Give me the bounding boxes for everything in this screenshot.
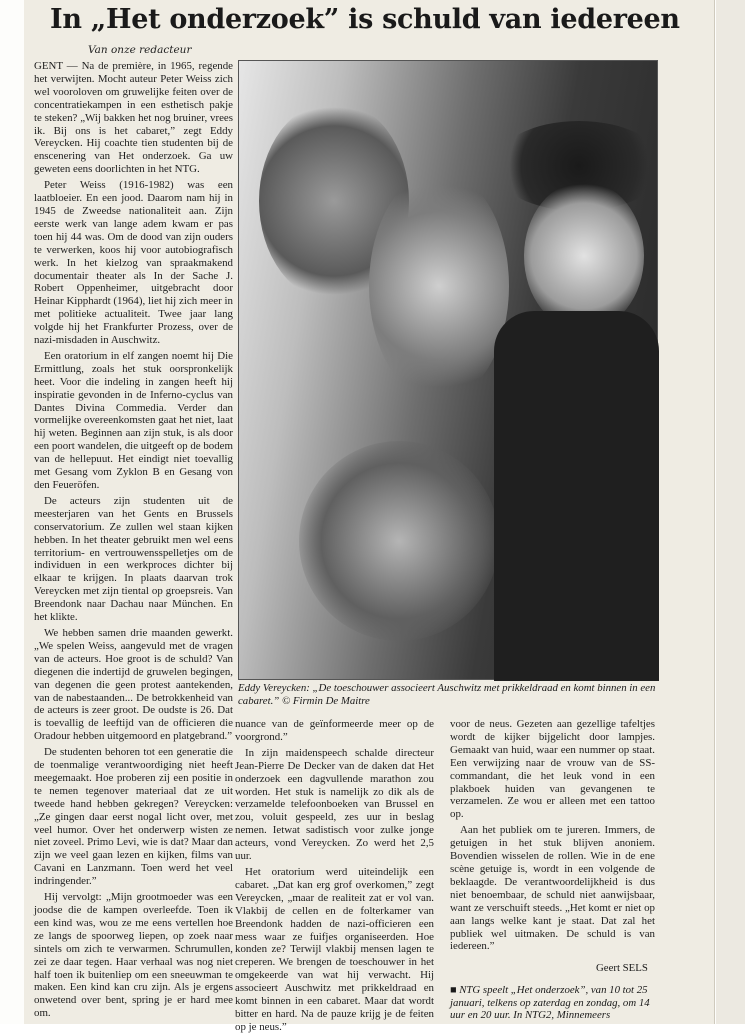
paragraph: Het oratorium werd uiteindelijk een cabaret. „Dat kan erg grof overkomen,” zegt Vereycken, „maar de realiteit zat er vol van. Vlakbij de cellen en de folterkamer van Breendonk hadden de nazi-officieren een mess waar ze fuifjes organiseerden. Hoe konden ze? Terwijl vlakbij mensen lagen te creperen. We brengen de toeschouwer in het omgekeerde van wat hij verwacht. Hij associeert Auschwitz met prikkeldraad en komt binnen in een cabaret. Maar dat wordt bitter en hard. Na de pauze krijg je de feiten op je neus.”: [235, 865, 434, 1033]
paragraph: voor de neus. Gezeten aan gezellige tafeltjes wordt de kijker bijgelicht door lampjes. Gemaakt van huid, waar een nummer op staat. Een verwijzing naar de vrouw van de SS-commandant, die het leuk vond in een plakboek huiden van gevangenen te verzamelen. Ze wou er alleen met een tattoo op.: [450, 718, 655, 821]
article-headline: In „Het onderzoek” is schuld van iedereen: [50, 4, 680, 35]
paragraph: Een oratorium in elf zangen noemt hij Die Ermittlung, zoals het stuk oorspronkelijk heet. Voor die indeling in zangen heeft hij inspiratie gevonden in de Inferno-cyclus van Dantes Divina Commedia. Verder dan vormelijke overeenkomsten gaat het niet, laat hij weten. Beginnen aan zijn stuk, is als door een poort wandelen, die uitgeeft op de bodem van de hellepuut. Het eindigt niet toevallig met Gesang vom Zyklon B en Gesang von den Feueröfen.: [34, 349, 233, 491]
photo-man-body: [494, 311, 659, 681]
text-column-2: [235, 718, 434, 1033]
paragraph: De acteurs zijn studenten uit de meesterjaren van het Gents en Brussels conservatorium. Ze zullen wel staan kijken hebben. In het theater gebruikt men wel eens territorium- en vertrouwensspelletjes om de individuen in een werkproces dichter bij elkaar te krijgen. In plaats daarvan trok Vereycken met zijn tiental op groepsreis. Van Breendonk naar Dachau naar München. En het klikte.: [34, 494, 233, 624]
paragraph: We hebben samen drie maanden gewerkt. „We spelen Weiss, aangevuld met de vragen van de acteurs. Hoe groot is de schuld? Van diegenen die indertijd de gruwelen begingen, van degenen die geen protest aantekenden, van de nabestaanden... De betrokkenheid van de acteurs is zeer groot. De oudste is 26. Dat is toevallig de leeftijd van de officieren die Oradour hebben uitgemoord en platgebrand.”: [34, 626, 233, 743]
performance-note: ■ NTG speelt „Het onderzoek”, van 10 tot 25 januari, telkens op zaterdag en zondag, om 14 uur en 20 uur. In NTG2, Minnemeers: [450, 984, 650, 1021]
paragraph: Hij vervolgt: „Mijn grootmoeder was een joodse die de kampen overleefde. Toen ik een kind was, wou ze me eens vertellen hoe ze langs de spoorweg liepen, op zoek naar sintels om zich te verwarmen. Schrumullen, zei ze daar tegen. Haar verhaal was nog niet half toen ik buitenliep om een sneeuwman te maken. Een kind kan cru zijn. Als je ergens onwetend over bent, spring je er hard mee om.: [34, 891, 233, 1020]
photo-face-lower: [299, 441, 499, 641]
paragraph: Peter Weiss (1916-1982) was een laatbloeier. En een jood. Daarom nam hij in 1945 de Zweedse nationaliteit aan. Zijn eerste werk van lange adem kwam er pas toen hij 44 was. Om de dood van zijn ouders te verwerken, koos hij voor autobiografisch werk. In het kielzog van spraakmakend documentair theater als In der Sache J. Robert Oppenheimer, uitgebracht door Heinar Kipphardt (1964), liet hij zich meer in met politieke actualiteit. Twee jaar lang volgde hij het Frankfurter Prozess, over de nazi-misdaden in Auschwitz.: [34, 179, 233, 347]
article-photo: [238, 60, 658, 680]
paragraph: De studenten behoren tot een generatie die de toenmalige verantwoordiging niet heeft meegemaakt. Hoe proberen zij een positie in te nemen tegenover materiaal dat ze uit tweede hand hebben gekregen? Vereycken: „Ze gingen daar eerst nogal licht over, met veel humor. Over het onderwerp wisten ze niet zoveel. Primo Levi, wie is dat? Maar dan zijn we veel gaan lezen en kijken, films van Cavani en Lanzmann. Toen werd het veel indringender.”: [34, 746, 233, 888]
text-column-3: [450, 718, 655, 1024]
paragraph: Aan het publiek om te jureren. Immers, de getuigen in het stuk blijven anoniem. Bovendien wisselen de rollen. Wie in de ene scène getuige is, wordt in een volgende de beklaagde. De verantwoordelijkheid is dus niet benoembaar, de schuld niet aanwijsbaar, want ze verschuift steeds. „Het komt er niet op aan langs welke kant je staat. Dat zal het publiek wel uitmaken. De schuld is van iedereen.”: [450, 824, 655, 953]
photo-man-face: [524, 181, 644, 331]
scan-margin: [716, 0, 745, 1024]
photo-caption: Eddy Vereycken: „De toeschouwer associeert Auschwitz met prikkeldraad en komt binnen in een cabaret.” © Firmin De Maitre: [238, 682, 656, 707]
article-byline: Van onze redacteur: [88, 44, 192, 56]
paragraph: nuance van de geïnformeerde meer op de voorgrond.”: [235, 718, 434, 743]
paragraph: In zijn maidenspeech schalde directeur Jean-Pierre De Decker van de daken dat Het onderzoek een dagvullende marathon zou worden. Het stuk is namelijk zo dik als de verzamelde telefoonboeken van Brussel en zou, voluit gespeeld, zes uur in beslag nemen. Ietwat sadistisch voor zulke jonge acteurs, vond Vereycken. Zo werd het 2,5 uur.: [235, 746, 434, 863]
text-column-1: [34, 60, 233, 1022]
author-signature: Geert SELS: [596, 962, 648, 974]
paragraph: GENT — Na de première, in 1965, regende het verwijten. Mocht auteur Peter Weiss zich wel vooroloven om gruwelijke feiten over de concentratiekampen in een esthetisch pakje te steken? „Wij bakken het nog bruiner, vrees ik. Bij ons is het cabaret,” zegt Eddy Vereycken. Hij coachte tien studenten bij de enscenering van Het onderzoek. Ga uw geweten eens doorlichten in het NTG.: [34, 60, 233, 176]
photo-face-center: [369, 171, 509, 401]
